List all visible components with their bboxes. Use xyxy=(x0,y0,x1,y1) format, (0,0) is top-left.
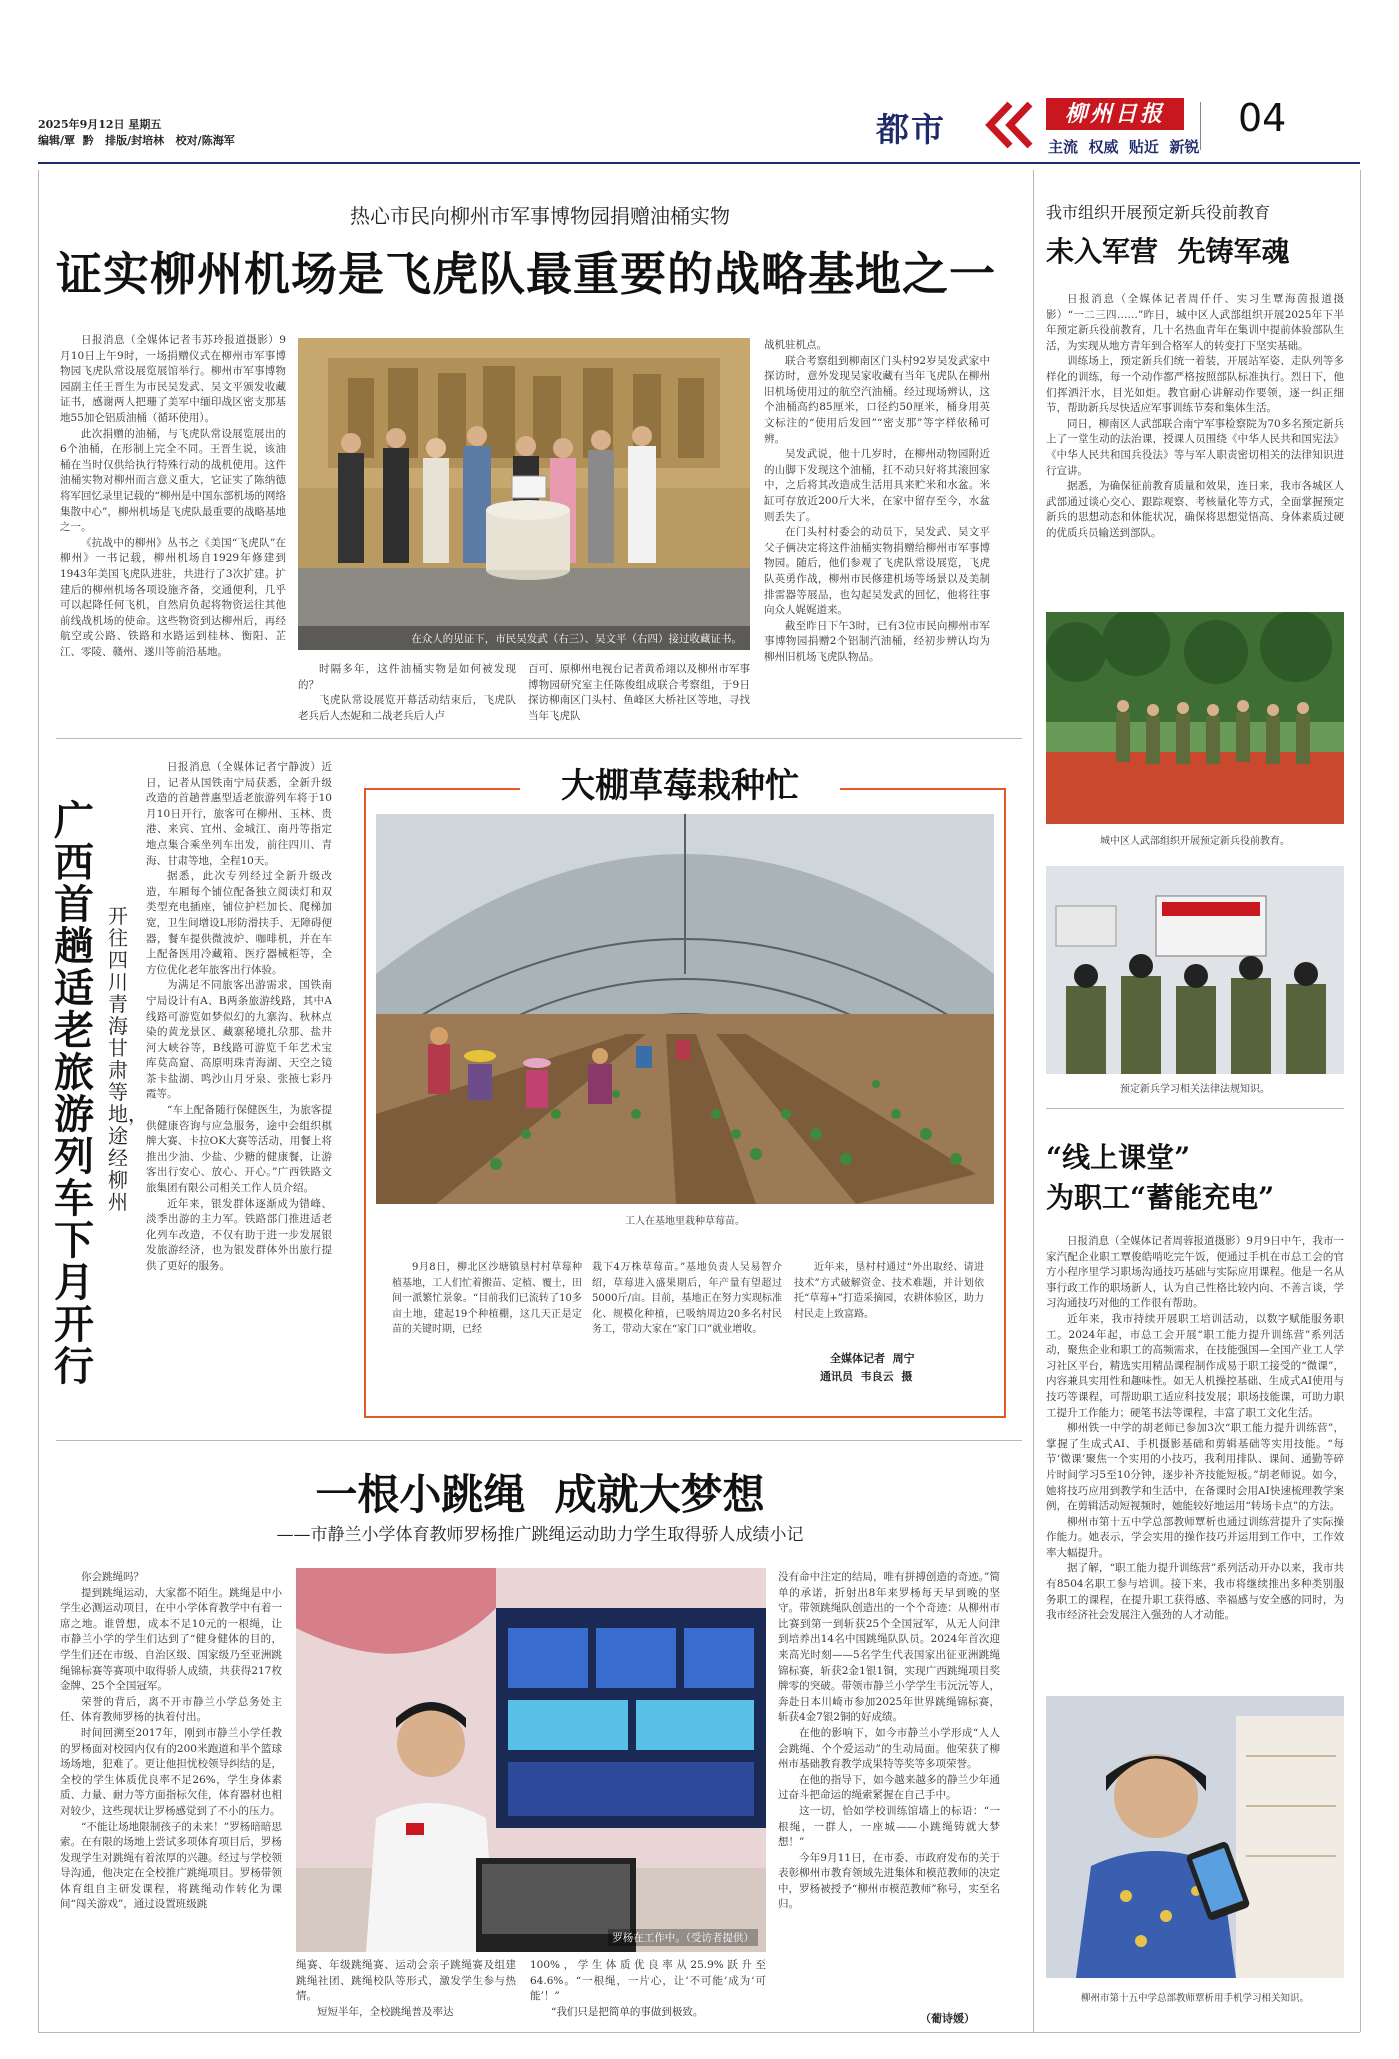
paragraph: 在他的指导下，如今越来越多的静兰少年通过奋斗把命运的绳索紧握在自己手中。 xyxy=(778,1773,1000,1802)
masthead xyxy=(38,94,1360,160)
bottom-rule xyxy=(38,2032,1360,2033)
paragraph: 日报消息（全媒体记者韦苏玲报道摄影）9月10日上午9时，一场捐赠仪式在柳州市军事博物园飞虎队常设展览展馆举行。柳州市军事博物园副主任王晋生为市民吴发武、吴文平颁发收藏证书，感谢两人把珊了美军中缅印战区密支那基地55加仑铝质油桶（循环使用）。 xyxy=(60,334,286,424)
greenhouse-photo xyxy=(376,814,994,1204)
recruit-photo-2 xyxy=(1046,866,1344,1074)
paragraph: 据悉，此次专列经过全新升级改造，车厢每个铺位配备独立阅读灯和双类型充电插座，铺位护栏加长、爬梯加宽，卫生间增设L形防滑扶手、无障碍便器，餐车提供微波炉、咖啡机，并在车上配备医用冷藏箱、医疗器械柜等，全方位优化老年旅客出行体验。 xyxy=(146,870,332,976)
class-headline-2: 为职工“蓄能充电” xyxy=(1046,1181,1275,1214)
paragraph: “不能让场地限制孩子的未来！”罗杨暗暗思索。在有限的场地上尝试多项体育项目后，罗杨发现学生对跳绳有着浓厚的兴趣。经过与学校领导沟通，他决定在全校推广跳绳项目。罗杨带领体育组自主研发课程，将跳绳动作转化为课间“闯关游戏”，通过设置班级跳 xyxy=(60,1820,282,1911)
airport-photo xyxy=(298,338,750,650)
strawberry-headline: 大棚草莓栽种忙 xyxy=(520,758,840,807)
divider-rope xyxy=(56,1440,1022,1441)
strawberry-col1 xyxy=(392,1260,582,1400)
rope-subheadline: ——市静兰小学体育教师罗杨推广跳绳运动助力学生取得骄人成绩小记 xyxy=(276,1525,804,1545)
rope-photo xyxy=(296,1568,766,1952)
airport-photo-caption: 在众人的见证下，市民吴发武（右三）、吴文平（右四）接过收藏证书。 xyxy=(411,633,742,645)
rope-col1 xyxy=(60,1570,282,2020)
paragraph: 近年来，垦村村通过“外出取经、请进技术”方式破解资金、技术难题，并计划依托“草莓+”打造采摘园，农耕体验区，助力村民走上致富路。 xyxy=(794,1262,984,1320)
rope-col4 xyxy=(778,1570,1000,2010)
airport-col1 xyxy=(60,333,286,729)
strawberry-col2 xyxy=(592,1260,782,1400)
recruit-photo-1 xyxy=(1046,612,1344,824)
class-headline-1: “线上课堂” xyxy=(1046,1141,1191,1174)
airport-col2 xyxy=(298,662,516,728)
strawberry-caption: 工人在基地里栽种草莓苗。 xyxy=(625,1216,745,1227)
paragraph: 你会跳绳吗？ xyxy=(81,1571,144,1583)
airport-col3 xyxy=(528,662,750,728)
paragraph: 时间回溯至2017年，刚到市静兰小学任教的罗杨面对校园内仅有的200米跑道和半个篮球场场地，犯难了。更让他担忧校领导纠结的是，全校的学生体质优良率不足26%，学生身体素质、力量、耐力等方面指标欠佳，体育器材也相对较少，这些现状让罗杨感觉到了不小的压力。 xyxy=(60,1726,282,1817)
law-class-photo xyxy=(1046,866,1344,1074)
paragraph: 时隔多年，这件油桶实物是如何被发现的？ xyxy=(298,663,516,691)
paragraph: 没有命中注定的结局，唯有拼搏创造的奇迹。”简单的承诺，折射出8年来罗杨每天早到晚的坚守。带领跳绳队创造出的一个个奇迹：从柳州市比赛到第一到斩获25个全国冠军，从无人问津到培养出14名中国跳绳队队员。2024年首次迎来高光时刻——5名学生代表国家出征亚洲跳绳锦标赛，斩获2金1银1铜，实现广西跳绳项目奖牌零的突破。带领市静兰小学学生韦沅沅等人，奔赴日本川崎市参加2025年世界跳绳锦标赛，斩获4金7银2铜的好成绩。 xyxy=(778,1571,1000,1724)
rope-photo-caption: 罗杨在工作中。（受访者提供） xyxy=(608,1929,758,1946)
paragraph: 飞虎队常设展览开幕活动结束后，飞虎队老兵后人杰妮和二战老兵后人卢 xyxy=(298,694,516,722)
divider-airport xyxy=(56,738,1022,739)
paragraph: 训练场上，预定新兵们统一着装，开展站军姿、走队列等多样化的训练，每一个动作都严格按照部队标准执行。烈日下，他们挥洒汗水，目光如炬。教官耐心讲解动作要领，逐一纠正细节，帮助新兵尽快适应军事训练节奏和集体生活。 xyxy=(1046,355,1344,415)
paragraph: “我们只是把简单的事做到极致。 xyxy=(551,2005,704,2018)
paragraph: 近年来，银发群体逐渐成为错峰、淡季出游的主力军。铁路部门推进适老化列车改造，不仅有助于进一步发展银发旅游经济，也为银发群体外出旅行提供了更好的服务。 xyxy=(146,1197,332,1272)
paragraph: 此次捐赠的油桶，与飞虎队常设展览展出的6个油桶，在形制上完全不同。王晋生说，该油桶在当时仅供给执行特殊行动的战机使用。这件油桶实物对柳州而言意义重大，它证实了陈纳德将军回忆录里记载的“柳州是中国东部机场的网络集散中心”，柳州机场是飞虎队最重要的战略基地之一。 xyxy=(60,427,286,534)
strawberry-byline-reporter: 全媒体记者 周宁 xyxy=(830,1352,915,1365)
editor-credits: 编辑/覃 黔 排版/封培林 校对/陈海军 xyxy=(38,134,235,147)
paragraph: 战机驻机点。 xyxy=(764,339,827,351)
paragraph: 近年来，我市持续开展职工培训活动，以数字赋能服务职工。2024年起，市总工会开展“职工能力提升训练营”系列活动，聚焦企业和职工的高频需求，在技能强国—全国产业工人学习社区平台，精选实用精品课程制作成易于职工接受的“微课”，内容兼具实用性和趣味性。如无人机操控基础、生成式AI使用与技巧等课程，可帮助职工适应科技发展；职场技能课，可助力职工提升工作能力；硬笔书法等课程，丰富了职工文化生活。 xyxy=(1046,1312,1344,1419)
newspaper-logo: 柳州日报 xyxy=(1046,98,1184,130)
recruit-caption-1: 城中区人武部组织开展预定新兵役前教育。 xyxy=(1100,836,1290,847)
paragraph: 短短半年，全校跳绳普及率达 xyxy=(317,2005,454,2018)
strawberry-photo xyxy=(376,814,994,1204)
paragraph: 荣誉的背后，离不开市静兰小学总务处主任、体育教师罗杨的执着付出。 xyxy=(60,1695,282,1724)
issue-date: 2025年9月12日 星期五 xyxy=(38,118,162,131)
slogan: 主流 权威 贴近 新锐 xyxy=(1048,138,1200,156)
rope-headline: 一根小跳绳 成就大梦想 xyxy=(315,1470,765,1519)
paragraph: 日报消息（全媒体记者宁静波）近日，记者从国铁南宁局获悉，全新升级改造的首趟普惠型适老旅游列车将于10月10日开行，旅客可在柳州、玉林、贵港、来宾、宜州、金城江、南丹等指定地点集合乘坐列车出发，前往四川、青海、甘肃等地，全程10天。 xyxy=(146,761,332,867)
rope-byline: （葡诗媛） xyxy=(920,2012,975,2025)
airport-headline: 证实柳州机场是飞虎队最重要的战略基地之一 xyxy=(56,247,996,301)
section-name: 都市 xyxy=(876,110,946,149)
paragraph: 吴发武说，他十几岁时，在柳州动物园附近的山脚下发现这个油桶，扛不动只好将其滚回家中，之后将其改造成生活用具来贮米和水盆。米缸可存放近200斤大米，在家中留存至今，水盆则丢失了。 xyxy=(764,448,990,523)
training-march-photo xyxy=(1046,612,1344,824)
strawberry-col3 xyxy=(794,1260,984,1344)
class-body xyxy=(1046,1234,1344,1686)
paragraph: 《抗战中的柳州》丛书之《美国“飞虎队”在柳州》一书记载，柳州机场自1929年修建到1943年美国飞虎队进驻，共进行了3次扩建。扩建后的柳州机场各项设施齐备，交通便利，几乎可以起降任何飞机，自然肩负起将物资运往其他前线战机场的使命。这些物资到达柳州后，再经航空或公路、铁路和水路运到桂林、衡阳、芷江、零陵、赣州、遂川等前沿基地。 xyxy=(60,536,286,658)
class-photo xyxy=(1046,1696,1344,1978)
chevron-left-icon xyxy=(980,100,1036,150)
paragraph: 截至昨日下午3时，已有3位市民向柳州市军事博物园捐赠2个铝制汽油桶，经初步辨认均为柳州旧机场飞虎队物品。 xyxy=(764,619,990,663)
paragraph: 同日，柳南区人武部联合南宁军事检察院为70多名预定新兵上了一堂生动的法治课，授课人员围绕《中华人民共和国宪法》《中华人民共和国兵役法》等与军人职责密切相关的法律知识进行宣讲。 xyxy=(1046,417,1344,477)
paragraph: 据悉，为确保征前教育质量和效果，连日来，我市各城区人武部通过谈心交心、跟踪观察、考核量化等方式，全面掌握预定新兵的思想动态和体能状况，确保将思想觉悟高、身体素质过硬的优质兵员输送到部队。 xyxy=(1046,480,1344,539)
paragraph: 据了解，“职工能力提升训练营”系列活动开办以来，我市共有8504名职工参与培训。接下来，我市将继续推出多种类别服务职工的课程，在提升职工获得感、幸福感与安全感的同时，为我市经济社会发展注入强劲的人才动能。 xyxy=(1046,1562,1344,1622)
train-headline: 广西首趟适老旅游列车下月开行 xyxy=(54,797,94,1390)
train-subheadline: 开往四川青海甘肃等地，途经柳州 xyxy=(108,904,148,1214)
paragraph: 绳赛、年级跳绳赛、运动会亲子跳绳赛及组建跳绳社团、跳绳校队等形式，激发学生参与热情。 xyxy=(296,1959,516,2003)
airport-kicker: 热心市民向柳州市军事博物园捐赠油桶实物 xyxy=(350,204,730,228)
paragraph: 100%，学生体质优良率从25.9%跃升至64.6%。“一根绳，一片心，让‘不可能’成为‘可能’！” xyxy=(530,1959,766,2003)
donation-ceremony-photo xyxy=(298,338,750,650)
recruit-headline: 未入军营 先铸军魂 xyxy=(1046,235,1290,268)
paragraph: 在他的影响下，如今市静兰小学形成“人人会跳绳、个个爱运动”的生动局面。他荣获了柳州市基础教育教学成果特等奖等多项荣誉。 xyxy=(778,1726,1000,1771)
recruit-kicker: 我市组织开展预定新兵役前教育 xyxy=(1046,203,1271,222)
paragraph: 栽下4万株草莓苗。”基地负责人吴易智介绍，草莓进入盛果期后，年产量有望超过5000斤/亩。目前，基地正在努力实现标准化、规模化种植，已吸纳周边20多名村民务工，带动大家在“家门口”就业增收。 xyxy=(592,1262,782,1336)
paragraph: 今年9月11日，在市委、市政府发布的关于表彰柳州市教育领域先进集体和模范教师的决定中，罗杨被授予“柳州市模范教师”称号，实至名归。 xyxy=(778,1851,1000,1911)
paragraph: 9月8日，柳北区沙塘镇垦村村草莓种植基地，工人们忙着搬苗、定植、覆土，田间一派繁忙景象。“目前我们已流转了10多亩土地，建起19个种植棚，这几天正是定苗的关键时期，已经 xyxy=(392,1262,582,1336)
paragraph: 柳州铁一中学的胡老师已参加3次“职工能力提升训练营”，掌握了生成式AI、手机摄影基础和剪辑基础等实用技能。“每节‘微课’聚焦一个实用的小技巧，我利用排队、课间、通勤等碎片时间学习5至10分钟，逐步补齐技能短板。”胡老师说。如今，她将技巧应用到教学和生活中，在备课时会用AI快速梳理教学案例，在剪辑活动短视频时，她能较好地运用“转场卡点”的方法。 xyxy=(1046,1422,1344,1513)
paragraph: 这一切，恰如学校训练馆墙上的标语：“一根绳，一群人，一座城——小跳绳铸就大梦想！” xyxy=(778,1804,1000,1849)
masthead-rule xyxy=(38,162,1360,164)
left-column-rule xyxy=(38,170,39,2032)
paragraph: 提到跳绳运动，大家都不陌生。跳绳是中小学生必测运动项目，在中小学体育教学中有着一席之地。谁曾想，成本不足10元的一根绳，让市静兰小学的学生们达到了“健身健体的目的，学生们还在市级、自治区级、国家级乃至亚洲跳绳锦标赛等赛项中取得骄人成绩，共获得217枚金牌、25个全国冠军。 xyxy=(60,1586,282,1693)
divider-right xyxy=(1046,1108,1344,1109)
recruit-caption-2: 预定新兵学习相关法律法规知识。 xyxy=(1120,1084,1270,1095)
right-column-rule xyxy=(1033,170,1034,2032)
class-caption: 柳州市第十五中学总部教师覃析用手机学习相关知识。 xyxy=(1080,1993,1309,2004)
recruit-body xyxy=(1046,292,1344,600)
divider-masthead xyxy=(1200,102,1201,150)
paragraph: 在门头村村委会的动员下，吴发武、吴文平父子俩决定将这件油桶实物捐赠给柳州市军事博物园。随后，他们参观了飞虎队常设展览，飞虎队英勇作战，柳州市民修建机场等场景以及美制排雷器等展品，也勾起吴发武的回忆，他将往事向众人娓娓道来。 xyxy=(764,526,990,617)
paragraph: “车上配备随行保健医生，为旅客提供健康咨询与应急服务，途中会组织棋牌大赛、卡拉OK大赛等活动，用餐上将推出少油、少盐、少糖的健康餐，让游客出行安心、放心、开心。”广西铁路文旅集团有限公司相关工作人员介绍。 xyxy=(146,1104,332,1195)
strawberry-byline-photo: 通讯员 韦良云 摄 xyxy=(820,1370,913,1383)
rope-col2 xyxy=(296,1958,516,2022)
page-number: 04 xyxy=(1238,96,1287,140)
airport-col4 xyxy=(764,338,990,730)
paragraph: 为满足不同旅客出游需求，国铁南宁局设计有A、B两条旅游线路，其中A线路可游览如梦似幻的九寨沟、秋林点染的黄龙景区、藏寨秘境扎尕那、盐井河大峡谷等，B线路可游览千年艺术宝库莫高窟、高原明珠青海湖、天空之镜茶卡盐湖、鸣沙山月牙泉、张掖七彩丹霞等。 xyxy=(146,979,332,1101)
phone-learning-photo xyxy=(1046,1696,1344,1978)
page-right-rule xyxy=(1360,170,1361,2032)
paragraph: 联合考察组到柳南区门头村92岁吴发武家中探访时，意外发现吴家收藏有当年飞虎队在柳州旧机场使用过的航空汽油桶。经过现场辨认，这个油桶高约85厘米，口径约50厘米，桶身用英文标注的“使用后发回”“密支那”等字样依稀可辨。 xyxy=(764,354,990,445)
paragraph: 百可、原柳州电视台记者黄希翊以及柳州市军事博物园研究室主任陈俊组成联合考察组，于9日探访柳南区门头村、鱼峰区大桥社区等地，寻找当年飞虎队 xyxy=(528,663,750,722)
paragraph: 柳州市第十五中学总部教师覃析也通过训练营提升了实际操作能力。她表示，学会实用的操作技巧并运用到工作中，工作效率大幅提升。 xyxy=(1046,1515,1344,1559)
teacher-at-work-photo xyxy=(296,1568,766,1952)
rope-col3 xyxy=(530,1958,766,2022)
paragraph: 日报消息（全媒体记者周蓉报道摄影）9月9日中午，我市一家汽配企业职工覃俊皓啃吃完午饭，便通过手机在市总工会的官方小程序里学习职场沟通技巧基础与实际应用课程。他是一名从事行政工作的职场新人，认为自己性格比较内向、不善言谈，学习沟通技巧对他的工作很有帮助。 xyxy=(1046,1235,1344,1310)
paragraph: 日报消息（全媒体记者周仟仟、实习生覃海茵报道摄影）“一二三四……”昨日，城中区人武部组织开展2025年下半年预定新兵役前教育，几十名热血青年在集训中提前体验部队生活，为实现从地方青年到合格军人的转变打下坚实基础。 xyxy=(1046,293,1344,352)
